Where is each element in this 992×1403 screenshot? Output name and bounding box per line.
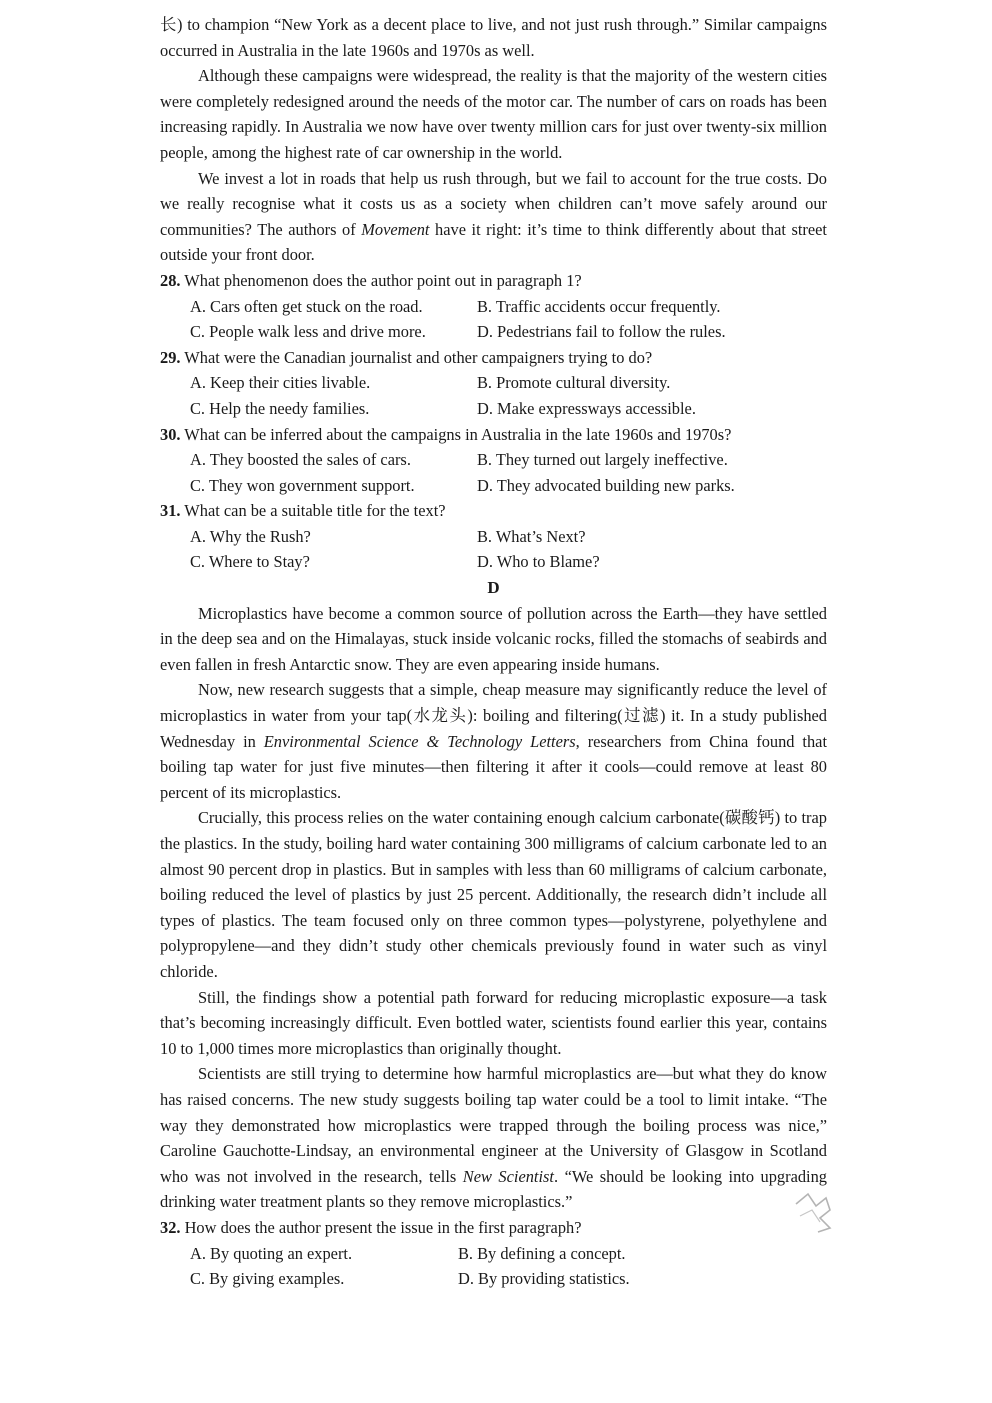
passage-c-paragraph-1: 长) to champion “New York as a decent place to live, and not just rush through.” Similar campaigns occurred in Australia in the late 1960s and 1970s as well. (160, 15, 827, 60)
magazine-title: New Scientist (462, 1166, 554, 1186)
option-b: B. Traffic accidents occur frequently. (477, 296, 721, 316)
option-c: C. By giving examples. (190, 1269, 345, 1289)
question-28 (160, 268, 827, 345)
option-a: A. They boosted the sales of cars. (190, 450, 411, 470)
passage-d-paragraph-1: Microplastics have become a common source of pollution across the Earth—they have settled in the deep sea and on the Himalayas, stuck inside volcanic rocks, filled the stomachs of seabirds and even fallen in fresh Antarctic snow. They are even appearing inside humans. (160, 603, 827, 674)
answer-options (190, 370, 827, 421)
paragraph-text-b: . “We should be looking into upgrading drinking water treatment plants so they remove microplastics.” (160, 1166, 827, 1212)
question-text: How does the author present the issue in the first paragraph? (180, 1217, 582, 1237)
option-b: B. By defining a concept. (458, 1243, 626, 1263)
book-title-movement: Movement (361, 219, 430, 239)
paragraph-text-a: Scientists are still trying to determine how harmful microplastics are—but what they do know has raised concerns. The new study suggests boiling tap water could be a tool to limit intake. “The way they demonstrated how microplastics were trapped through the boiling process was nice,” Caroline Gauchotte-Lindsay, an environmental engineer at the University of Glasgow in Scotland who was not involved in the research, tells (160, 1064, 827, 1186)
option-c: C. They won government support. (190, 475, 415, 495)
answer-options (190, 524, 827, 575)
passage-d-paragraph-4: Still, the findings show a potential path forward for reducing microplastic exposure—a task that’s becoming increasingly difficult. Even bottled water, scientists found earlier this year, contains 10 to 1,000 times more microplastics than originally thought. (160, 987, 827, 1058)
passage-c-paragraph-3 (160, 166, 827, 268)
answer-options (190, 447, 827, 498)
question-number: 28. (160, 270, 181, 290)
option-b: B. They turned out largely ineffective. (477, 450, 728, 470)
question-stem (160, 1215, 827, 1241)
question-number: 32. (160, 1217, 181, 1237)
option-a: A. Keep their cities livable. (190, 373, 371, 393)
question-text: What can be inferred about the campaigns in Australia in the late 1960s and 1970s? (180, 424, 732, 444)
option-c: C. Help the needy families. (190, 398, 370, 418)
paragraph-3-text-b: have it right: it’s time to think differently about that street outside your front door. (160, 219, 827, 265)
option-c: C. People walk less and drive more. (190, 322, 426, 342)
option-d: D. Pedestrians fail to follow the rules. (477, 322, 726, 342)
option-d: D. By providing statistics. (458, 1269, 630, 1289)
question-30 (160, 422, 827, 499)
option-b: B. Promote cultural diversity. (477, 373, 671, 393)
option-a: A. Why the Rush? (190, 526, 311, 546)
option-b: B. What’s Next? (477, 526, 586, 546)
question-29 (160, 345, 827, 422)
question-stem (160, 345, 827, 371)
option-a: A. By quoting an expert. (190, 1243, 353, 1263)
question-text: What phenomenon does the author point out in paragraph 1? (180, 270, 582, 290)
section-heading-d: D (487, 578, 500, 598)
question-stem (160, 498, 827, 524)
question-text: What can be a suitable title for the text? (180, 501, 446, 521)
question-number: 31. (160, 501, 181, 521)
passage-d-paragraph-3: Crucially, this process relies on the water containing enough calcium carbonate(碳酸钙) to trap the plastics. In the study, boiling hard water containing 300 milligrams of calcium carbonate led to an almost 90 percent drop in plastics. But in samples with less than 60 milligrams of calcium carbonate, boiling reduced the level of plastics by just 25 percent. Additionally, the research didn’t include all types of plastics. The team focused only on three common types—polystyrene, polyethylene and polypropylene—and they didn’t study other chemicals previously found in water such as vinyl chloride. (160, 808, 827, 981)
question-stem (160, 422, 827, 448)
pencil-scribble-mark (790, 1188, 836, 1238)
option-d: D. They advocated building new parks. (477, 475, 735, 495)
passage-c-paragraph-2: Although these campaigns were widespread, the reality is that the majority of the western cities were completely redesigned around the needs of the motor car. The number of cars on roads has been increasing rapidly. In Australia we now have over twenty million cars for just over twenty-six million people, among the highest rate of car ownership in the world. (160, 66, 827, 162)
exam-page (160, 12, 827, 1292)
option-d: D. Who to Blame? (477, 552, 600, 572)
passage-d-paragraph-5 (160, 1061, 827, 1215)
paragraph-text-b: , researchers from China found that boiling tap water for just five minutes—then filtering it after it cools—could remove at least 80 percent of its microplastics. (160, 731, 827, 802)
question-number: 29. (160, 347, 181, 367)
question-number: 30. (160, 424, 181, 444)
answer-options (190, 1241, 827, 1292)
question-31 (160, 498, 827, 575)
option-c: C. Where to Stay? (190, 552, 310, 572)
passage-d-paragraph-2 (160, 677, 827, 805)
option-a: A. Cars often get stuck on the road. (190, 296, 423, 316)
question-stem (160, 268, 827, 294)
question-text: What were the Canadian journalist and other campaigners trying to do? (180, 347, 653, 367)
question-32 (160, 1215, 827, 1292)
paragraph-3-text-a: We invest a lot in roads that help us rush through, but we fail to account for the true costs. Do we really recognise what it costs us as a society when children can’t move safely around our communities? The authors of (160, 168, 827, 239)
journal-title: Environmental Science & Technology Letters (263, 731, 576, 751)
option-d: D. Make expressways accessible. (477, 398, 696, 418)
answer-options (190, 294, 827, 345)
paragraph-text-a: Now, new research suggests that a simple, cheap measure may significantly reduce the level of microplastics in water from your tap(水龙头): boiling and filtering(过滤) it. In a study published Wednesday in (160, 680, 827, 751)
